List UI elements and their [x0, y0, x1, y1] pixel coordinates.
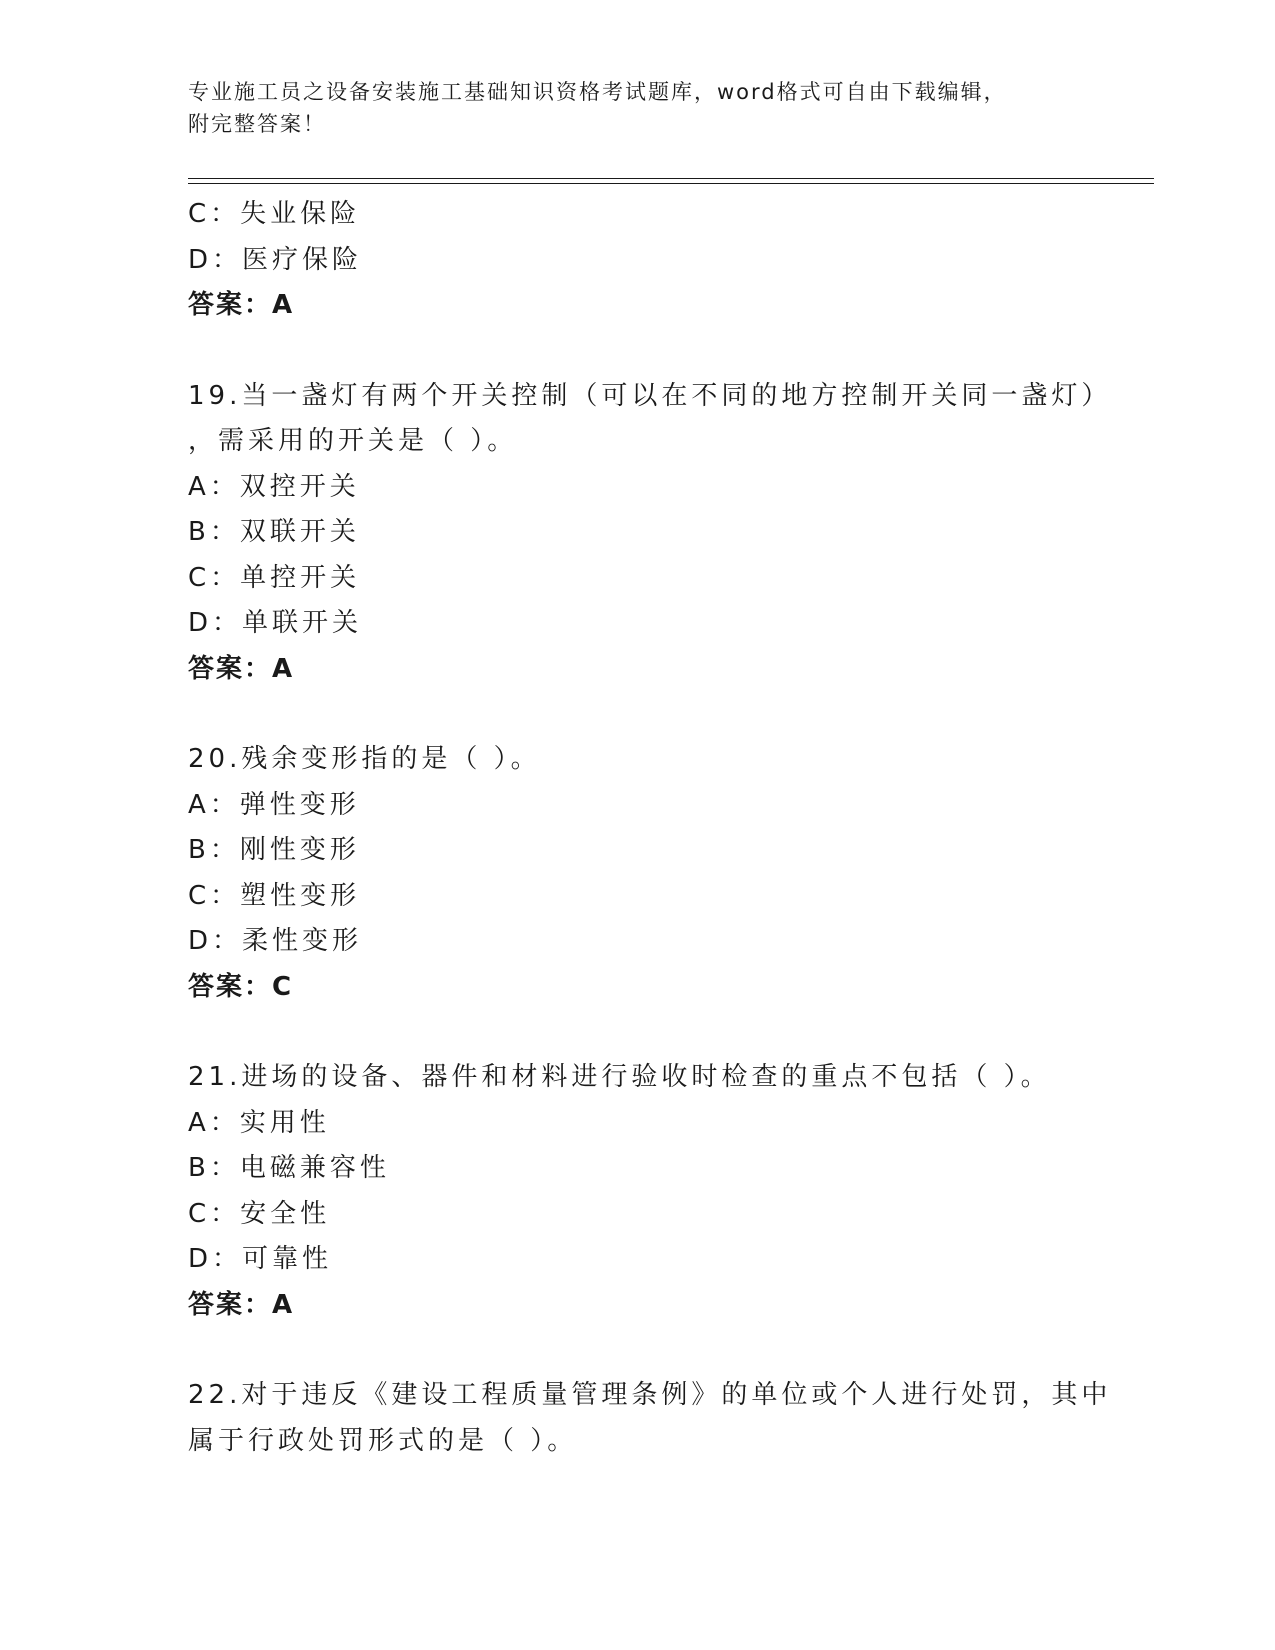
question-stem-continued: 属于行政处罚形式的是（ ）。	[188, 1425, 578, 1456]
option-c: C：安全性	[188, 1198, 331, 1229]
option-a: A：实用性	[188, 1107, 330, 1138]
header-divider-bottom	[188, 183, 1154, 184]
option-a: A：双控开关	[188, 471, 360, 502]
question-stem: 22.对于违反《建设工程质量管理条例》的单位或个人进行处罚，其中	[188, 1380, 1112, 1410]
question-stem: 19.当一盏灯有两个开关控制（可以在不同的地方控制开关同一盏灯）	[188, 380, 1112, 411]
header-line-1: 专业施工员之设备安装施工基础知识资格考试题库，word格式可自由下载编辑，	[188, 80, 1007, 104]
header-line-2: 附完整答案！	[188, 112, 326, 136]
answer: 答案：A	[188, 653, 295, 684]
option-b: B：刚性变形	[188, 835, 360, 865]
option-c: C：失业保险	[188, 199, 361, 229]
option-b: B：电磁兼容性	[188, 1153, 390, 1183]
question-22	[188, 1373, 1112, 1464]
option-d: D：医疗保险	[188, 244, 363, 275]
question-18-tail	[188, 192, 1088, 329]
answer: 答案：C	[188, 971, 294, 1002]
question-20	[188, 737, 1088, 1010]
answer: 答案：A	[188, 1289, 295, 1320]
question-stem: 21.进场的设备、器件和材料进行验收时检查的重点不包括（ ）。	[188, 1062, 1051, 1092]
question-list	[188, 192, 1112, 1464]
option-d: D：柔性变形	[188, 926, 363, 956]
option-c: C：单控开关	[188, 562, 361, 593]
answer: 答案：A	[188, 290, 295, 320]
question-stem-continued: ，需采用的开关是（ ）。	[188, 426, 518, 456]
option-a: A：弹性变形	[188, 789, 360, 820]
option-d: D：可靠性	[188, 1244, 333, 1274]
option-b: B：双联开关	[188, 517, 360, 547]
question-stem: 20.残余变形指的是（ ）。	[188, 744, 541, 774]
document-header	[188, 76, 1088, 140]
option-d: D：单联开关	[188, 608, 363, 638]
header-divider-top	[188, 178, 1154, 179]
question-21	[188, 1055, 1088, 1328]
option-c: C：塑性变形	[188, 880, 361, 911]
question-19	[188, 374, 1112, 693]
